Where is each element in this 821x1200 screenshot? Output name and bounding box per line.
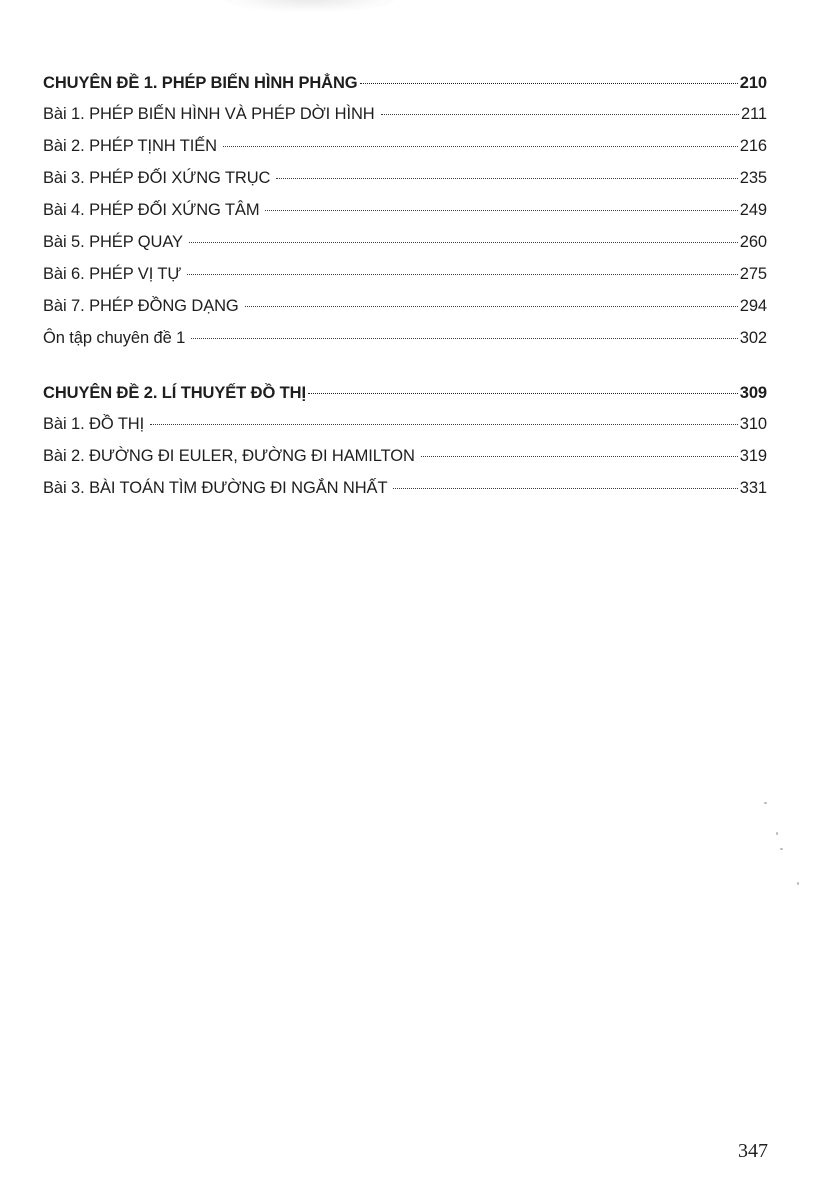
entry-label: Bài 1. ĐỒ THỊ — [43, 415, 145, 433]
toc-entry[interactable] — [43, 322, 767, 354]
scan-speck — [780, 848, 783, 850]
entry-label: Ôn tập chuyên đề 1 — [43, 329, 186, 347]
toc-entry[interactable] — [43, 226, 767, 258]
table-of-contents — [43, 68, 767, 528]
toc-entry[interactable] — [43, 194, 767, 226]
entry-page-number: 319 — [739, 447, 767, 465]
toc-entry[interactable] — [43, 440, 767, 472]
scan-speck — [776, 832, 778, 835]
entry-label: Bài 2. PHÉP TỊNH TIẾN — [43, 137, 217, 155]
toc-entry[interactable] — [43, 162, 767, 194]
entry-label: Bài 3. BÀI TOÁN TÌM ĐƯỜNG ĐI NGẮN NHẤT — [43, 479, 388, 497]
chapter-page-number: 210 — [739, 74, 767, 92]
toc-entry[interactable] — [43, 258, 767, 290]
dot-leader — [150, 424, 738, 425]
entry-label: Bài 6. PHÉP VỊ TỰ — [43, 265, 182, 283]
footer-page-number: 347 — [738, 1140, 768, 1162]
dot-leader — [265, 210, 737, 211]
chapter-title: CHUYÊN ĐỀ 1. PHÉP BIẾN HÌNH PHẲNG — [43, 74, 358, 92]
dot-leader — [223, 146, 738, 147]
toc-chapter-1 — [43, 68, 767, 354]
entry-page-number: 294 — [739, 297, 767, 315]
entry-page-number: 211 — [740, 105, 767, 123]
entry-label: Bài 3. PHÉP ĐỐI XỨNG TRỤC — [43, 169, 271, 187]
toc-entry[interactable] — [43, 290, 767, 322]
chapter-page-number: 309 — [739, 384, 767, 402]
entry-label: Bài 5. PHÉP QUAY — [43, 233, 183, 251]
entry-label: Bài 4. PHÉP ĐỐI XỨNG TÂM — [43, 201, 260, 219]
dot-leader — [421, 456, 738, 457]
dot-leader — [245, 306, 738, 307]
entry-page-number: 216 — [739, 137, 767, 155]
toc-entry[interactable] — [43, 472, 767, 504]
dot-leader — [191, 338, 738, 339]
scan-speck — [764, 802, 767, 804]
toc-entry[interactable] — [43, 408, 767, 440]
dot-leader — [308, 393, 738, 394]
toc-entry[interactable] — [43, 130, 767, 162]
entry-page-number: 310 — [739, 415, 767, 433]
toc-entry[interactable] — [43, 98, 767, 130]
entry-page-number: 302 — [739, 329, 767, 347]
entry-page-number: 235 — [739, 169, 767, 187]
scan-speck — [797, 882, 799, 885]
toc-chapter-heading[interactable] — [43, 378, 767, 408]
dot-leader — [276, 178, 737, 179]
entry-page-number: 331 — [739, 479, 767, 497]
dot-leader — [189, 242, 738, 243]
toc-chapter-heading[interactable] — [43, 68, 767, 98]
dot-leader — [360, 83, 738, 84]
scan-shadow — [225, 0, 395, 12]
dot-leader — [381, 114, 739, 115]
entry-label: Bài 2. ĐƯỜNG ĐI EULER, ĐƯỜNG ĐI HAMILTON — [43, 447, 415, 465]
entry-label: Bài 7. PHÉP ĐỒNG DẠNG — [43, 297, 239, 315]
entry-page-number: 275 — [739, 265, 767, 283]
entry-page-number: 249 — [739, 201, 767, 219]
entry-label: Bài 1. PHÉP BIẾN HÌNH VÀ PHÉP DỜI HÌNH — [43, 105, 375, 123]
dot-leader — [393, 488, 737, 489]
entry-page-number: 260 — [739, 233, 767, 251]
dot-leader — [187, 274, 737, 275]
toc-chapter-2 — [43, 378, 767, 504]
chapter-title: CHUYÊN ĐỀ 2. LÍ THUYẾT ĐỒ THỊ — [43, 384, 306, 402]
